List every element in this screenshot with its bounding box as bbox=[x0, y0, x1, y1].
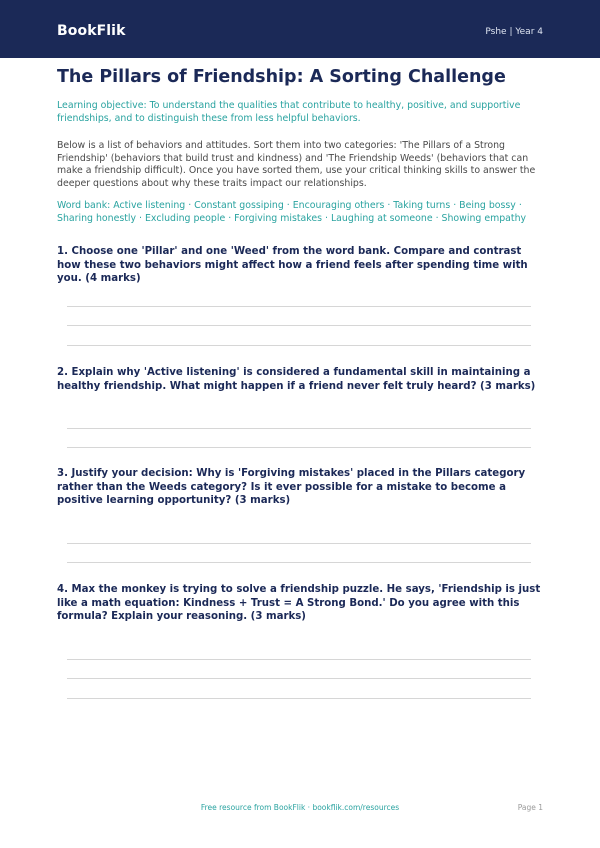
answer-line[interactable] bbox=[67, 659, 531, 660]
question-4: 4. Max the monkey is trying to solve a friendship puzzle. He says, 'Friendship is just like a math equation: Kindness + Trust = A Strong Bond.' Do you agree with this formula? Explain your reasoning. (3 marks) bbox=[57, 584, 541, 622]
learning-objective: Learning objective: To understand the qualities that contribute to healthy, positive, and supportive friendships, and to distinguish these from less helpful behaviors. bbox=[57, 100, 521, 124]
answer-line[interactable] bbox=[67, 325, 531, 326]
instructions-paragraph: Below is a list of behaviors and attitudes. Sort them into two categories: 'The Pillars of a Strong Friendship' (behaviors that build trust and kindness) and 'The Friendship Weeds' (behaviors that can make a friendship difficult). Once you have sorted them, use your critical thinking skills to answer the deeper questions about why these traits impact our relationships. bbox=[57, 140, 536, 189]
answer-line[interactable] bbox=[67, 698, 531, 699]
answer-line[interactable] bbox=[67, 678, 531, 679]
header-bar bbox=[0, 0, 600, 58]
answer-line[interactable] bbox=[67, 306, 531, 307]
answer-line[interactable] bbox=[67, 447, 531, 448]
answer-line[interactable] bbox=[67, 543, 531, 544]
word-bank: Word bank: Active listening · Constant gossiping · Encouraging others · Taking turns · Being bossy · Sharing honestly · Excluding people · Forgiving mistakes · Laughing at someone · Showing empathy bbox=[57, 200, 527, 224]
answer-line[interactable] bbox=[67, 428, 531, 429]
footer-resource-link[interactable]: Free resource from BookFlik · bookflik.com/resources bbox=[200, 803, 400, 812]
page-number: Page 1 bbox=[517, 803, 543, 812]
question-1: 1. Choose one 'Pillar' and one 'Weed' from the word bank. Compare and contrast how these two behaviors might affect how a friend feels after spending time with you. (4 marks) bbox=[57, 246, 528, 284]
page-title: The Pillars of Friendship: A Sorting Challenge bbox=[57, 67, 506, 87]
subject-year-label: Pshe | Year 4 bbox=[485, 27, 543, 37]
question-3: 3. Justify your decision: Why is 'Forgiving mistakes' placed in the Pillars category rather than the Weeds category? Is it ever possible for a mistake to become a positive learning opportunity? (3 marks) bbox=[57, 468, 526, 506]
answer-line[interactable] bbox=[67, 345, 531, 346]
answer-line[interactable] bbox=[67, 562, 531, 563]
question-2: 2. Explain why 'Active listening' is considered a fundamental skill in maintaining a healthy friendship. What might happen if a friend never felt truly heard? (3 marks) bbox=[57, 367, 536, 392]
brand-logo-text[interactable]: BookFlik bbox=[57, 23, 126, 39]
